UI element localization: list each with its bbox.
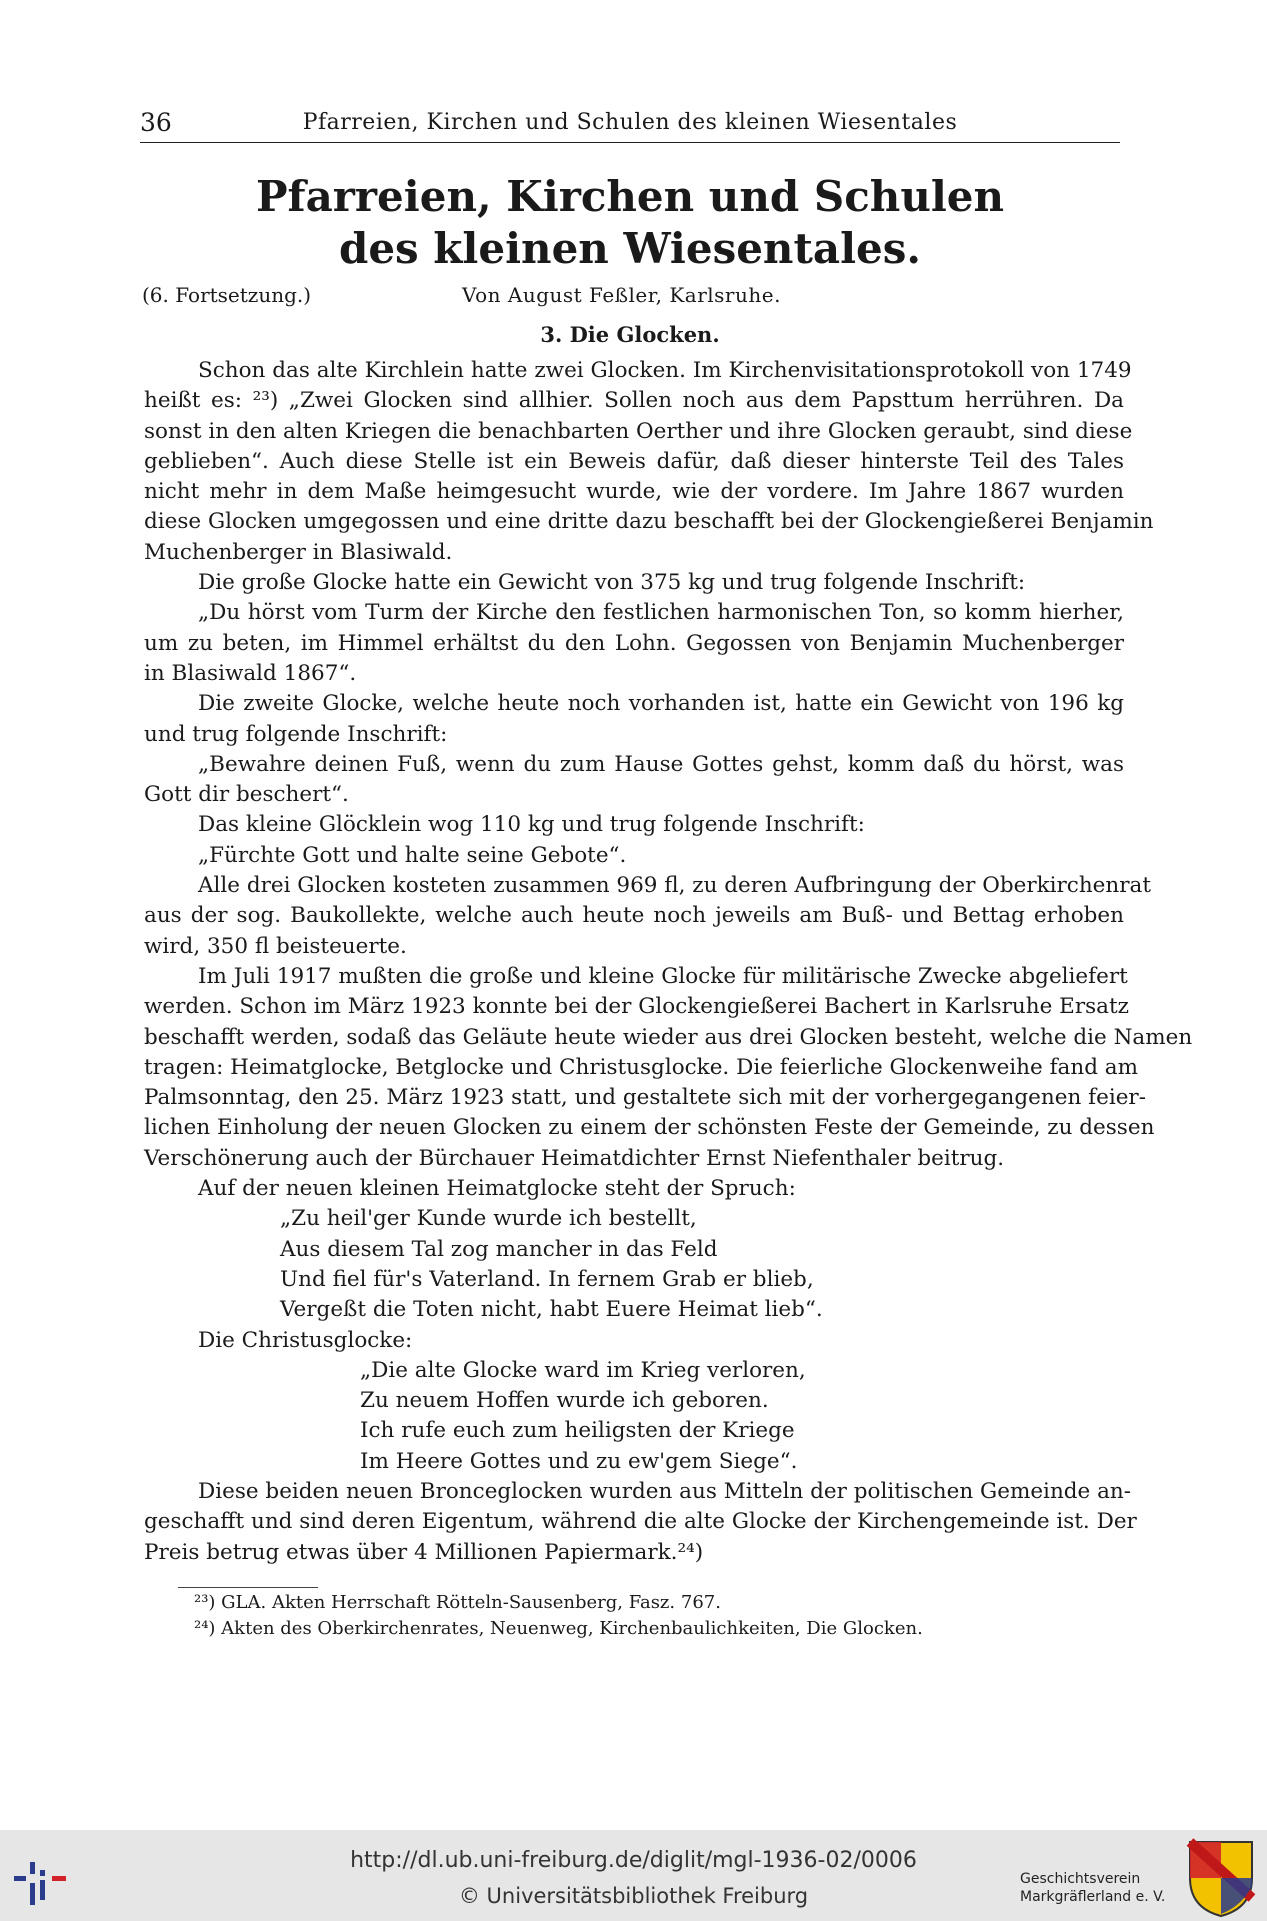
verse-block bbox=[144, 1356, 1124, 1477]
text-line: Schon das alte Kirchlein hatte zwei Glocken. Im Kirchenvisitationsprotokoll von 1749 bbox=[198, 358, 1132, 383]
text-line: Alle drei Glocken kosteten zusammen 969 fl, zu deren Aufbringung der Oberkirchenrat bbox=[198, 873, 1151, 899]
text-line: tragen: Heimatglocke, Betglocke und Christusglocke. Die feierliche Glockenweihe fand am bbox=[144, 1054, 1138, 1080]
page-number: 36 bbox=[140, 108, 172, 137]
society-line: Geschichtsverein bbox=[1020, 1871, 1141, 1887]
text-line: Die große Glocke hatte ein Gewicht von 375 kg und trug folgende Inschrift: bbox=[198, 570, 1026, 596]
text-line: und trug folgende Inschrift: bbox=[144, 721, 448, 747]
text-line: geblieben“. Auch diese Stelle ist ein Beweis dafür, daß dieser hinterste Teil des Tales bbox=[144, 448, 1124, 474]
continuation-note: (6. Fortsetzung.) bbox=[142, 283, 312, 307]
verse-line: „Die alte Glocke ward im Krieg verloren, bbox=[360, 1357, 806, 1383]
inscription-paragraph bbox=[144, 750, 1124, 811]
inscription-paragraph bbox=[144, 598, 1124, 689]
text-line: diese Glocken umgegossen und eine dritte dazu beschafft bei der Glockengießerei Benjamin bbox=[144, 509, 1154, 535]
verse-line: Und fiel für's Vaterland. In fernem Grab er blieb, bbox=[280, 1266, 814, 1292]
permalink-url[interactable]: http://dl.ub.uni-freiburg.de/diglit/mgl-1936-02/0006 bbox=[350, 1848, 917, 1873]
text-line: Verschönerung auch der Bürchauer Heimatdichter Ernst Niefenthaler beitrug. bbox=[144, 1145, 1005, 1171]
paragraph bbox=[144, 962, 1193, 1174]
text-line: Auf der neuen kleinen Heimatglocke steht der Spruch: bbox=[198, 1176, 796, 1202]
text-line: Diese beiden neuen Bronceglocken wurden aus Mitteln der politischen Gemeinde an- bbox=[198, 1478, 1132, 1504]
text-line: Die Christusglocke: bbox=[198, 1327, 413, 1353]
viewer-footer bbox=[0, 1830, 1267, 1921]
copyright-notice: © Universitätsbibliothek Freiburg bbox=[458, 1884, 809, 1908]
text-line: „Fürchte Gott und halte seine Gebote“. bbox=[198, 842, 627, 868]
text-line: beschafft werden, sodaß das Geläute heute wieder aus drei Glocken besteht, welche die Namen bbox=[144, 1024, 1193, 1050]
verse-line: Im Heere Gottes und zu ew'gem Siege“. bbox=[360, 1448, 798, 1474]
text-line: Die zweite Glocke, welche heute noch vorhanden ist, hatte ein Gewicht von 196 kg bbox=[198, 691, 1124, 717]
text-line: geschafft und sind deren Eigentum, während die alte Glocke der Kirchengemeinde ist. Der bbox=[144, 1509, 1137, 1535]
paragraph bbox=[144, 1477, 1137, 1568]
text-line: „Bewahre deinen Fuß, wenn du zum Hause Gottes gehst, komm daß du hörst, was bbox=[198, 751, 1124, 777]
text-line: aus der sog. Baukollekte, welche auch heute noch jeweils am Buß- und Bettag erhoben bbox=[144, 903, 1124, 929]
paragraph bbox=[144, 1326, 1124, 1356]
text-line: werden. Schon im März 1923 konnte bei der Glockengießerei Bachert in Karlsruhe Ersatz bbox=[144, 994, 1129, 1020]
text-line: Palmsonntag, den 25. März 1923 statt, und gestaltete sich mit der vorhergegangenen feier- bbox=[144, 1085, 1146, 1111]
text-line: um zu beten, im Himmel erhältst du den Lohn. Gegossen von Benjamin Muchenberger bbox=[144, 630, 1124, 656]
paragraph bbox=[144, 871, 1151, 962]
verse-line: Zu neuem Hoffen wurde ich geboren. bbox=[360, 1388, 769, 1414]
running-header bbox=[140, 108, 1120, 143]
verse-line: Ich rufe euch zum heiligsten der Kriege bbox=[360, 1418, 795, 1444]
footnote: ²⁴) Akten des Oberkirchenrates, Neuenweg, Kirchenbaulichkeiten, Die Glocken. bbox=[194, 1618, 923, 1639]
paragraph bbox=[144, 568, 1124, 598]
paragraph bbox=[144, 689, 1124, 750]
section-heading: 3. Die Glocken. bbox=[540, 322, 720, 347]
text-line: Das kleine Glöcklein wog 110 kg und trug folgende Inschrift: bbox=[198, 812, 865, 838]
text-line: heißt es: ²³) „Zwei Glocken sind allhier. Sollen noch aus dem Papsttum herrühren. Da bbox=[144, 388, 1124, 414]
verse-line: Vergeßt die Toten nicht, habt Euere Heimat lieb“. bbox=[280, 1297, 823, 1323]
text-line: Preis betrug etwas über 4 Millionen Papiermark.²⁴) bbox=[144, 1539, 704, 1565]
text-line: lichen Einholung der neuen Glocken zu einem der schönsten Feste der Gemeinde, zu dessen bbox=[144, 1115, 1155, 1141]
paragraph bbox=[144, 810, 1124, 840]
inscription-paragraph bbox=[144, 841, 1124, 871]
text-line: in Blasiwald 1867“. bbox=[144, 660, 357, 686]
article-title-line-1: Pfarreien, Kirchen und Schulen bbox=[255, 172, 1005, 221]
coat-of-arms-icon bbox=[1186, 1838, 1256, 1918]
text-line: Muchenberger in Blasiwald. bbox=[144, 539, 453, 565]
text-line: Im Juli 1917 mußten die große und kleine Glocke für militärische Zwecke abgeliefert bbox=[198, 963, 1128, 989]
verse-line: „Zu heil'ger Kunde wurde ich bestellt, bbox=[280, 1206, 697, 1232]
verse-block bbox=[144, 1204, 1124, 1325]
text-line: Gott dir beschert“. bbox=[144, 782, 349, 808]
footnote: ²³) GLA. Akten Herrschaft Rötteln-Sausenberg, Fasz. 767. bbox=[194, 1592, 721, 1613]
article-body bbox=[144, 356, 1193, 1568]
running-title: Pfarreien, Kirchen und Schulen des kleinen Wiesentales bbox=[302, 110, 958, 135]
society-line: Markgräflerland e. V. bbox=[1020, 1889, 1166, 1905]
paragraph bbox=[144, 356, 1154, 568]
footnote-divider bbox=[178, 1587, 318, 1588]
verse-line: Aus diesem Tal zog mancher in das Feld bbox=[280, 1236, 718, 1262]
text-line: „Du hörst vom Turm der Kirche den festlichen harmonischen Ton, so komm hierher, bbox=[198, 600, 1124, 626]
text-line: sonst in den alten Kriegen die benachbarten Oerther und ihre Glocken geraubt, sind diese bbox=[144, 418, 1133, 444]
article-title-line-2: des kleinen Wiesentales. bbox=[338, 224, 922, 273]
text-line: nicht mehr in dem Maße heimgesucht wurde, wie der vordere. Im Jahre 1867 wurden bbox=[144, 479, 1124, 505]
text-line: wird, 350 fl beisteuerte. bbox=[144, 933, 407, 959]
society-name bbox=[1020, 1870, 1165, 1906]
footnotes bbox=[194, 1590, 923, 1642]
author-byline: Von August Feßler, Karlsruhe. bbox=[462, 283, 781, 307]
paragraph bbox=[144, 1174, 1124, 1204]
